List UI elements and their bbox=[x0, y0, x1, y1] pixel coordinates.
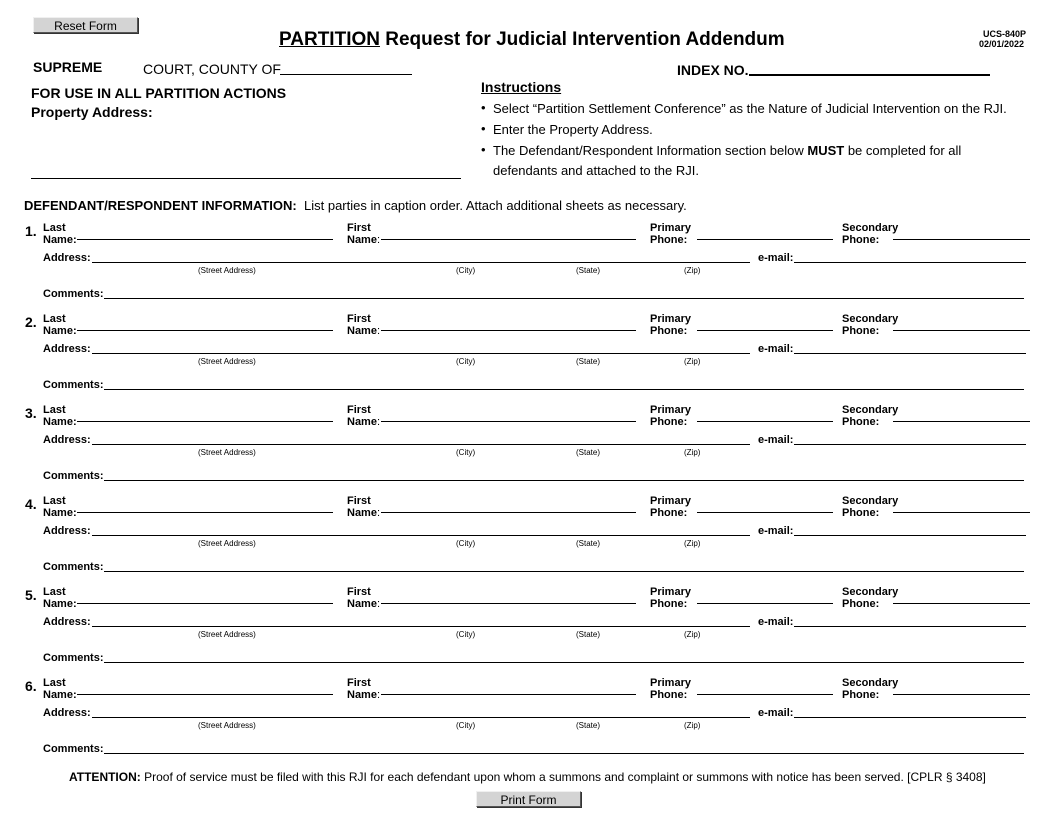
attention-note bbox=[69, 770, 986, 784]
party-block-3 bbox=[0, 404, 1056, 495]
form-date: 02/01/2022 bbox=[979, 39, 1025, 49]
first-name-label: First Name: bbox=[347, 313, 381, 337]
primary-phone-field[interactable] bbox=[697, 411, 833, 422]
last-name-field[interactable] bbox=[77, 684, 333, 695]
instruction-3-continued: defendants and attached to the RJI. bbox=[493, 163, 699, 178]
last-name-label: Last Name: bbox=[43, 404, 77, 428]
attention-label: ATTENTION: bbox=[69, 770, 141, 784]
state-caption: (State) bbox=[576, 721, 601, 730]
comments-label: Comments: bbox=[43, 561, 104, 573]
city-caption: (City) bbox=[456, 721, 476, 730]
comments-label: Comments: bbox=[43, 743, 104, 755]
zip-caption: (Zip) bbox=[684, 721, 701, 730]
city-caption: (City) bbox=[456, 266, 476, 275]
last-name-field[interactable] bbox=[77, 229, 333, 240]
attention-text: Proof of service must be filed with this RJI for each defendant upon whom a summons and complaint or summons with notice has been served. [CPLR § 3408] bbox=[140, 770, 986, 784]
state-caption: (State) bbox=[576, 630, 601, 639]
party-number: 5. bbox=[25, 587, 37, 603]
property-address-field[interactable] bbox=[31, 164, 461, 179]
address-field[interactable] bbox=[92, 434, 750, 445]
primary-phone-field[interactable] bbox=[697, 320, 833, 331]
street-caption: (Street Address) bbox=[198, 630, 256, 639]
bullet-1: • bbox=[481, 100, 486, 115]
state-caption: (State) bbox=[576, 266, 601, 275]
state-caption: (State) bbox=[576, 539, 601, 548]
index-number-field[interactable] bbox=[749, 62, 990, 76]
primary-phone-label: Primary Phone: bbox=[650, 586, 691, 610]
county-field[interactable] bbox=[280, 62, 412, 75]
party-block-4 bbox=[0, 495, 1056, 586]
secondary-phone-label: Secondary Phone: bbox=[842, 404, 899, 428]
last-name-field[interactable] bbox=[77, 320, 333, 331]
primary-phone-field[interactable] bbox=[697, 502, 833, 513]
first-name-label: First Name: bbox=[347, 222, 381, 246]
form-code: UCS-840P bbox=[983, 29, 1027, 39]
primary-phone-label: Primary Phone: bbox=[650, 495, 691, 519]
last-name-label: Last Name: bbox=[43, 586, 77, 610]
state-caption: (State) bbox=[576, 448, 601, 457]
section-header bbox=[24, 198, 687, 213]
first-name-field[interactable] bbox=[381, 502, 636, 513]
email-label: e-mail: bbox=[758, 343, 794, 355]
secondary-phone-field[interactable] bbox=[893, 593, 1030, 604]
comments-field[interactable] bbox=[104, 470, 1024, 481]
email-label: e-mail: bbox=[758, 525, 794, 537]
print-form-button[interactable]: Print Form bbox=[476, 791, 581, 807]
instruction-3-must: MUST bbox=[807, 143, 845, 158]
comments-label: Comments: bbox=[43, 379, 104, 391]
instruction-3 bbox=[493, 143, 961, 158]
email-field[interactable] bbox=[794, 343, 1026, 354]
title-partition: PARTITION bbox=[279, 29, 380, 50]
party-number: 2. bbox=[25, 314, 37, 330]
last-name-field[interactable] bbox=[77, 411, 333, 422]
email-label: e-mail: bbox=[758, 707, 794, 719]
address-field[interactable] bbox=[92, 525, 750, 536]
last-name-field[interactable] bbox=[77, 593, 333, 604]
email-field[interactable] bbox=[794, 707, 1026, 718]
city-caption: (City) bbox=[456, 630, 476, 639]
primary-phone-label: Primary Phone: bbox=[650, 313, 691, 337]
party-block-1 bbox=[0, 222, 1056, 313]
bullet-3: • bbox=[481, 142, 486, 157]
secondary-phone-label: Secondary Phone: bbox=[842, 495, 899, 519]
comments-label: Comments: bbox=[43, 470, 104, 482]
first-name-label: First Name: bbox=[347, 495, 381, 519]
address-label: Address: bbox=[43, 616, 91, 628]
instruction-1: Select “Partition Settlement Conference” as the Nature of Judicial Intervention on the RJI. bbox=[493, 101, 1007, 116]
court-prefix: SUPREME bbox=[33, 59, 103, 75]
city-caption: (City) bbox=[456, 357, 476, 366]
primary-phone-label: Primary Phone: bbox=[650, 677, 691, 701]
email-label: e-mail: bbox=[758, 616, 794, 628]
zip-caption: (Zip) bbox=[684, 357, 701, 366]
last-name-field[interactable] bbox=[77, 502, 333, 513]
email-label: e-mail: bbox=[758, 252, 794, 264]
instructions-heading: Instructions bbox=[481, 79, 562, 95]
street-caption: (Street Address) bbox=[198, 539, 256, 548]
primary-phone-field[interactable] bbox=[697, 593, 833, 604]
first-name-label: First Name: bbox=[347, 586, 381, 610]
index-label: INDEX NO. bbox=[677, 62, 749, 78]
comments-label: Comments: bbox=[43, 652, 104, 664]
street-caption: (Street Address) bbox=[198, 357, 256, 366]
secondary-phone-field[interactable] bbox=[893, 411, 1030, 422]
last-name-label: Last Name: bbox=[43, 222, 77, 246]
email-field[interactable] bbox=[794, 616, 1026, 627]
section-note: List parties in caption order. Attach additional sheets as necessary. bbox=[304, 198, 687, 213]
comments-field[interactable] bbox=[104, 743, 1024, 754]
address-field[interactable] bbox=[92, 707, 750, 718]
page-title bbox=[279, 29, 785, 51]
email-label: e-mail: bbox=[758, 434, 794, 446]
secondary-phone-label: Secondary Phone: bbox=[842, 222, 899, 246]
zip-caption: (Zip) bbox=[684, 266, 701, 275]
zip-caption: (Zip) bbox=[684, 448, 701, 457]
zip-caption: (Zip) bbox=[684, 539, 701, 548]
comments-label: Comments: bbox=[43, 288, 104, 300]
comments-field[interactable] bbox=[104, 288, 1024, 299]
primary-phone-label: Primary Phone: bbox=[650, 404, 691, 428]
email-field[interactable] bbox=[794, 525, 1026, 536]
bullet-2: • bbox=[481, 121, 486, 136]
state-caption: (State) bbox=[576, 357, 601, 366]
party-block-2 bbox=[0, 313, 1056, 404]
party-block-5 bbox=[0, 586, 1056, 677]
first-name-field[interactable] bbox=[381, 320, 636, 331]
city-caption: (City) bbox=[456, 448, 476, 457]
street-caption: (Street Address) bbox=[198, 721, 256, 730]
street-caption: (Street Address) bbox=[198, 266, 256, 275]
secondary-phone-label: Secondary Phone: bbox=[842, 313, 899, 337]
comments-field[interactable] bbox=[104, 561, 1024, 572]
instruction-3-a: The Defendant/Respondent Information section below bbox=[493, 143, 808, 158]
first-name-label: First Name: bbox=[347, 677, 381, 701]
last-name-label: Last Name: bbox=[43, 313, 77, 337]
reset-form-button[interactable]: Reset Form bbox=[33, 17, 138, 33]
party-block-6 bbox=[0, 677, 1056, 768]
party-number: 4. bbox=[25, 496, 37, 512]
secondary-phone-label: Secondary Phone: bbox=[842, 586, 899, 610]
last-name-label: Last Name: bbox=[43, 495, 77, 519]
court-label: COURT, COUNTY OF bbox=[143, 61, 281, 77]
address-label: Address: bbox=[43, 525, 91, 537]
address-label: Address: bbox=[43, 252, 91, 264]
street-caption: (Street Address) bbox=[198, 448, 256, 457]
secondary-phone-field[interactable] bbox=[893, 502, 1030, 513]
instruction-3-c: be completed for all bbox=[844, 143, 962, 158]
property-address-label: Property Address: bbox=[31, 104, 153, 120]
party-number: 3. bbox=[25, 405, 37, 421]
title-rest: Request for Judicial Intervention Addendum bbox=[379, 29, 785, 50]
primary-phone-field[interactable] bbox=[697, 684, 833, 695]
first-name-field[interactable] bbox=[381, 684, 636, 695]
address-field[interactable] bbox=[92, 343, 750, 354]
party-number: 1. bbox=[25, 223, 37, 239]
address-label: Address: bbox=[43, 707, 91, 719]
instruction-2: Enter the Property Address. bbox=[493, 122, 653, 137]
email-field[interactable] bbox=[794, 252, 1026, 263]
address-field[interactable] bbox=[92, 252, 750, 263]
primary-phone-field[interactable] bbox=[697, 229, 833, 240]
first-name-field[interactable] bbox=[381, 593, 636, 604]
email-field[interactable] bbox=[794, 434, 1026, 445]
first-name-label: First Name: bbox=[347, 404, 381, 428]
comments-field[interactable] bbox=[104, 652, 1024, 663]
address-label: Address: bbox=[43, 434, 91, 446]
zip-caption: (Zip) bbox=[684, 630, 701, 639]
secondary-phone-field[interactable] bbox=[893, 684, 1030, 695]
address-field[interactable] bbox=[92, 616, 750, 627]
address-label: Address: bbox=[43, 343, 91, 355]
secondary-phone-field[interactable] bbox=[893, 320, 1030, 331]
primary-phone-label: Primary Phone: bbox=[650, 222, 691, 246]
use-label: FOR USE IN ALL PARTITION ACTIONS bbox=[31, 85, 287, 101]
section-heading: DEFENDANT/RESPONDENT INFORMATION: bbox=[24, 198, 297, 213]
last-name-label: Last Name: bbox=[43, 677, 77, 701]
secondary-phone-label: Secondary Phone: bbox=[842, 677, 899, 701]
first-name-field[interactable] bbox=[381, 411, 636, 422]
city-caption: (City) bbox=[456, 539, 476, 548]
party-number: 6. bbox=[25, 678, 37, 694]
first-name-field[interactable] bbox=[381, 229, 636, 240]
secondary-phone-field[interactable] bbox=[893, 229, 1030, 240]
comments-field[interactable] bbox=[104, 379, 1024, 390]
